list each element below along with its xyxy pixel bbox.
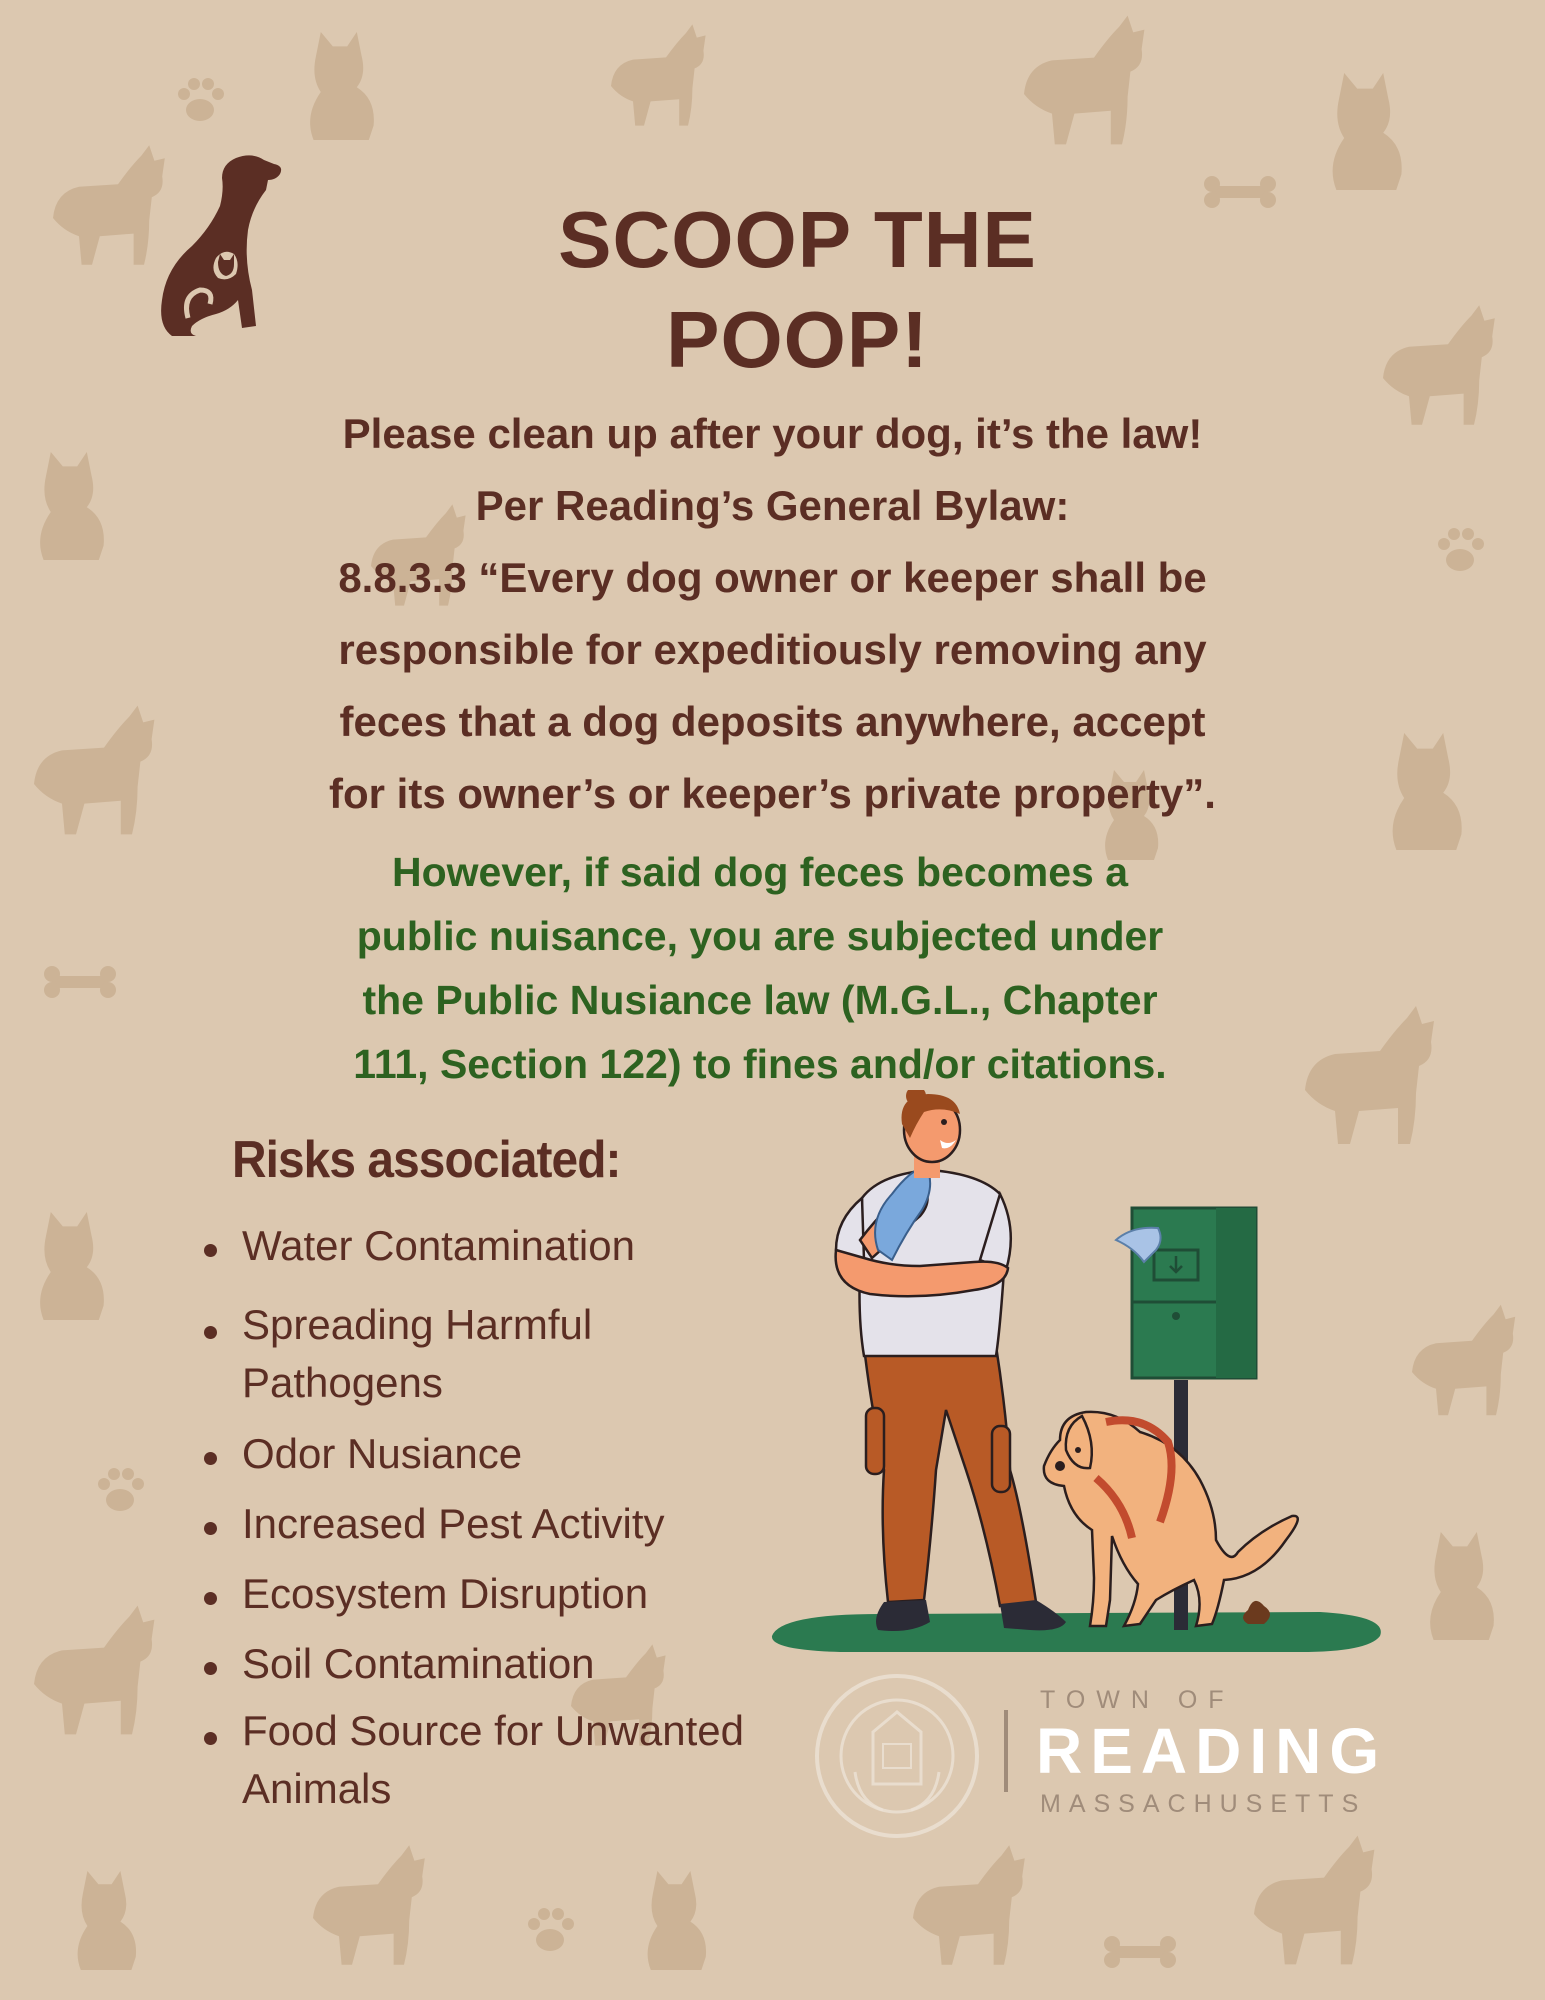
public-nuisance-notice	[200, 840, 1320, 1096]
list-item: Spreading Harmful Pathogens	[198, 1296, 744, 1412]
town-seal-icon	[813, 1672, 981, 1840]
town-of-label: TOWN OF	[1040, 1686, 1235, 1714]
person-with-dog-at-waste-station-illustration	[760, 1090, 1400, 1670]
list-item: Odor Nusiance	[198, 1422, 744, 1486]
dog-figure	[1044, 1412, 1298, 1626]
bylaw-heading: Per Reading’s General Bylaw:	[475, 482, 1070, 529]
list-item: Ecosystem Disruption	[198, 1562, 744, 1626]
nuisance-line: However, if said dog feces becomes a	[391, 849, 1129, 895]
person-figure	[836, 1090, 1066, 1631]
bylaw-quote-line: for its owner’s or keeper’s private property”.	[329, 770, 1216, 817]
title-line-1: SCOOP THE	[558, 195, 1037, 284]
page-title	[0, 190, 1545, 390]
nuisance-line: 111, Section 122) to fines and/or citations.	[353, 1041, 1167, 1087]
bullet-icon	[204, 1662, 217, 1675]
bylaw-quote-line: feces that a dog deposits anywhere, accept	[339, 698, 1206, 745]
bullet-icon	[204, 1452, 217, 1465]
list-item: Soil Contamination	[198, 1632, 744, 1696]
risks-heading: Risks associated:	[232, 1131, 621, 1189]
list-item: Food Source for Unwanted Animals	[198, 1702, 744, 1818]
town-name: READING	[1036, 1715, 1388, 1787]
state-label: MASSACHUSETTS	[1040, 1790, 1367, 1818]
list-item: Water Contamination	[198, 1214, 744, 1278]
law-intro: Please clean up after your dog, it’s the law!	[342, 410, 1203, 457]
grass-patch	[772, 1612, 1381, 1652]
nuisance-line: the Public Nusiance law (M.G.L., Chapter	[362, 977, 1158, 1023]
bullet-icon	[204, 1522, 217, 1535]
bylaw-text	[200, 398, 1345, 830]
list-item: Increased Pest Activity	[198, 1492, 744, 1556]
risks-list	[198, 1214, 744, 1818]
bylaw-quote-line: 8.8.3.3 “Every dog owner or keeper shall be	[338, 554, 1207, 601]
nuisance-line: public nuisance, you are subjected under	[356, 913, 1164, 959]
bullet-icon	[204, 1326, 217, 1339]
bullet-icon	[204, 1244, 217, 1257]
bullet-icon	[204, 1592, 217, 1605]
bullet-icon	[204, 1732, 217, 1745]
title-line-2: POOP!	[666, 295, 929, 384]
logo-divider	[1004, 1710, 1008, 1792]
bylaw-quote-line: responsible for expeditiously removing any	[338, 626, 1207, 673]
